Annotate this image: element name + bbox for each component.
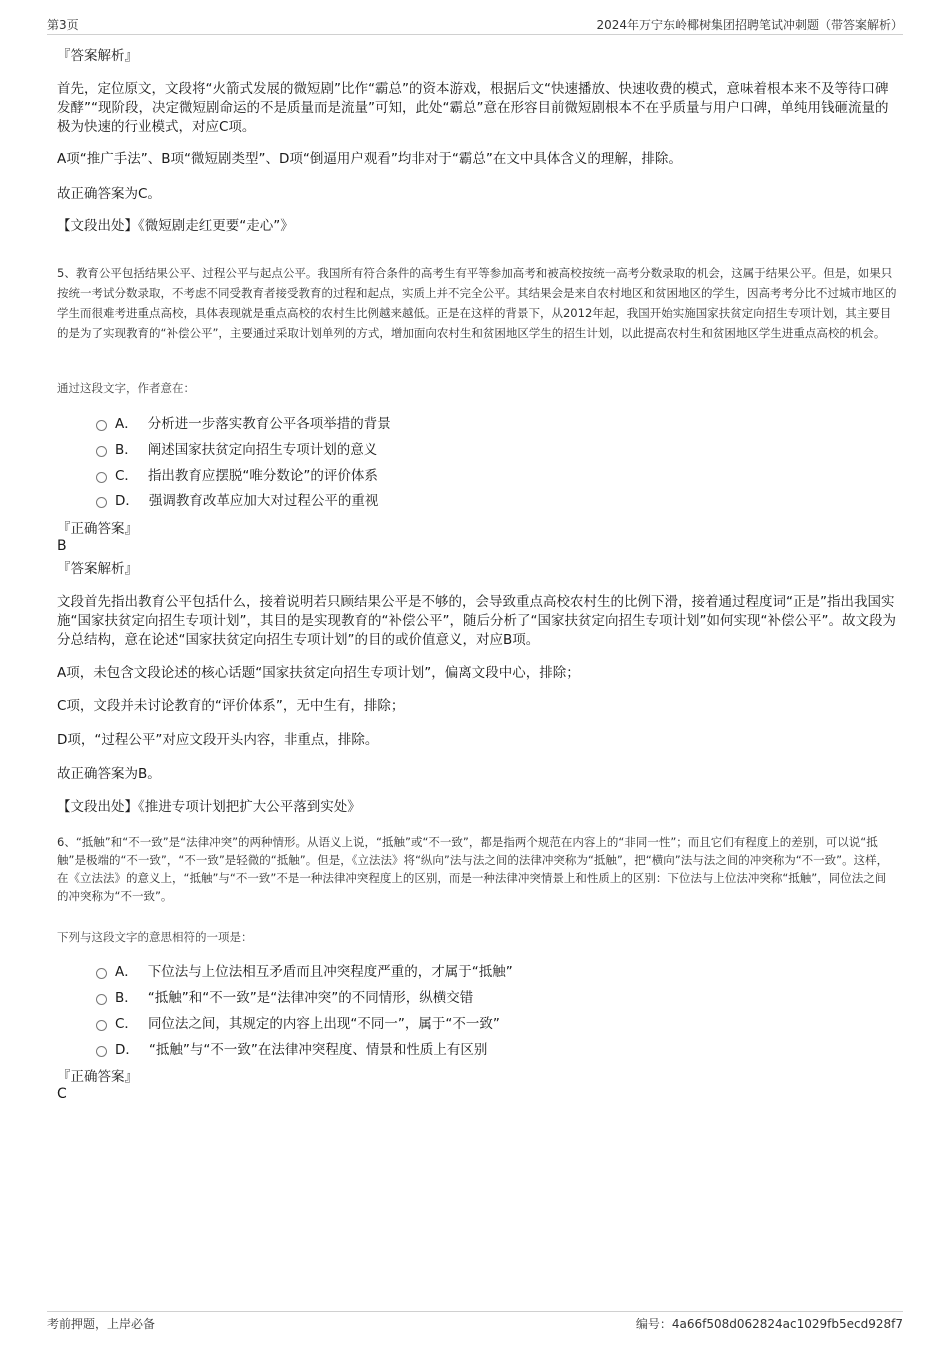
q4-analysis-paragraph: 首先，定位原文，文段将“火箭式发展的微短剧”比作“霸总”的资本游戏，根据后文“快速播放、快速收费的模式，意味着根本来不及等待口碑发酵”“现阶段，决定微短剧命运的不是质量而是流量”可知，此处“霸总”意在形容目前微短剧根本不在乎质量与用户口碑，单纯用钱砸流量的极为快速的行业模式，对应C项。: [57, 81, 889, 135]
q5-analysis-paragraph: A项，未包含文段论述的核心话题“国家扶贫定向招生专项计划”，偏离文段中心，排除；: [57, 665, 580, 681]
document-code: [636, 1315, 903, 1332]
q5-conclusion: 故正确答案为B。: [57, 766, 161, 782]
option-text: 分析进一步落实教育公平各项举措的背景: [147, 416, 391, 432]
option-text: 同位法之间，其规定的内容上出现“不同一”，属于“不一致”: [147, 1016, 500, 1032]
radio-button[interactable]: [96, 1020, 107, 1031]
option-text: 下位法与上位法相互矛盾而且冲突程度严重的，才属于“抵触”: [147, 964, 513, 980]
q5-source: 【文段出处】《推进专项计划把扩大公平落到实处》: [57, 799, 361, 815]
q6-option-d[interactable]: D． “抵触”与“不一致”在法律冲突程度、情景和性质上有区别: [96, 1041, 487, 1059]
option-text: 强调教育改革应加大对过程公平的重视: [148, 493, 379, 509]
q5-option-a[interactable]: A． 分析进一步落实教育公平各项举措的背景: [96, 415, 391, 433]
q6-option-c[interactable]: C． 同位法之间，其规定的内容上出现“不同一”，属于“不一致”: [96, 1015, 500, 1033]
q5-analysis-paragraph: D项，“过程公平”对应文段开头内容，非重点，排除。: [57, 732, 379, 748]
q5-option-d[interactable]: D． 强调教育改革应加大对过程公平的重视: [96, 492, 378, 510]
q5-analysis-paragraph: C项，文段并未讨论教育的“评价体系”，无中生有，排除；: [57, 698, 405, 714]
q4-analysis-heading: 『答案解析』: [57, 48, 138, 64]
q5-option-c[interactable]: C． 指出教育应摆脱“唯分数论”的评价体系: [96, 467, 378, 485]
radio-button[interactable]: [96, 968, 107, 979]
option-text: “抵触”和“不一致”是“法律冲突”的不同情形，纵横交错: [147, 990, 474, 1006]
document-title: 2024年万宁东岭椰树集团招聘笔试冲刺题（带答案解析）: [596, 18, 903, 32]
radio-button[interactable]: [96, 420, 107, 431]
q5-answer-heading: 『正确答案』: [57, 521, 138, 537]
radio-button[interactable]: [96, 994, 107, 1005]
q5-option-b[interactable]: B． 阐述国家扶贫定向招生专项计划的意义: [96, 441, 377, 459]
q5-answer: B: [57, 538, 67, 554]
q6-answer-heading: 『正确答案』: [57, 1069, 138, 1085]
option-text: “抵触”与“不一致”在法律冲突程度、情景和性质上有区别: [148, 1042, 488, 1058]
page-number: 第3页: [47, 18, 79, 32]
option-text: 指出教育应摆脱“唯分数论”的评价体系: [147, 468, 378, 484]
radio-button[interactable]: [96, 446, 107, 457]
q4-analysis-paragraph: A项“推广手法”、B项“微短剧类型”、D项“倒逼用户观看”均非对于“霸总”在文中具体含义的理解，排除。: [57, 151, 682, 167]
q6-option-a[interactable]: A． 下位法与上位法相互矛盾而且冲突程度严重的，才属于“抵触”: [96, 963, 513, 981]
q6-stem: 6、“抵触”和“不一致”是“法律冲突”的两种情形。从语义上说，“抵触”或“不一致”，都是指两个规范在内容上的“非同一性”；而且它们有程度上的差别，可以说“抵触”是极端的“不一致”，“不一致”是轻微的“抵触”。但是，《立法法》将“纵向”法与法之间的法律冲突称为“抵触”，把“横向”法与法之间的冲突称为“不一致”。这样，在《立法法》的意义上，“抵触”与“不一致”不是一种法律冲突程度上的区别，而是一种法律冲突情景上和性质上的区别：下位法与上位法冲突称“抵触”，同位法之间的冲突称为“不一致”。: [57, 835, 889, 903]
q5-analysis-heading: 『答案解析』: [57, 561, 138, 577]
q4-conclusion: 故正确答案为C。: [57, 186, 161, 202]
q6-option-b[interactable]: B． “抵触”和“不一致”是“法律冲突”的不同情形，纵横交错: [96, 989, 473, 1007]
q5-analysis-paragraph: 文段首先指出教育公平包括什么，接着说明若只顾结果公平是不够的，会导致重点高校农村生的比例下滑，接着通过程度词“正是”指出我国实施“国家扶贫定向招生专项计划”，其目的是实现教育的“补偿公平”，随后分析了“国家扶贫定向招生专项计划”如何实现“补偿公平”。故文段为分总结构，意在论述“国家扶贫定向招生专项计划”的目的或价值意义，对应B项。: [57, 594, 896, 648]
code-label: 编号：: [635, 1317, 672, 1331]
code-value: 4a66f508d062824ac1029fb5ecd928f7: [671, 1317, 903, 1331]
page-footer: [47, 1311, 903, 1334]
footer-slogan: 考前押题，上岸必备: [47, 1317, 156, 1331]
radio-button[interactable]: [96, 1046, 107, 1057]
q4-source: 【文段出处】《微短剧走红更要“走心”》: [57, 218, 294, 234]
option-text: 阐述国家扶贫定向招生专项计划的意义: [147, 442, 378, 458]
q6-prompt: 下列与这段文字的意思相符的一项是：: [57, 930, 253, 944]
radio-button[interactable]: [96, 472, 107, 483]
q5-stem: 5、教育公平包括结果公平、过程公平与起点公平。我国所有符合条件的高考生有平等参加高考和被高校按统一高考分数录取的机会，这属于结果公平。但是，如果只按统一考试分数录取，不考虑不同受教育者接受教育的过程和起点，实质上并不完全公平。其结果会是来自农村地区和贫困地区的学生，因高考考分比不过城市地区的学生而很难考进重点高校，具体表现就是重点高校的农村生比例越来越低。正是在这样的背景下，从2012年起，我国开始实施国家扶贫定向招生专项计划，其主要目的是为了实现教育的“补偿公平”，主要通过采取计划单列的方式，增加面向农村生和贫困地区学生的招生计划，以此提高农村生和贫困地区学生进重点高校的机会。: [57, 266, 897, 340]
radio-button[interactable]: [96, 497, 107, 508]
q6-answer: C: [57, 1086, 67, 1102]
page-header: [47, 14, 903, 35]
q5-prompt: 通过这段文字，作者意在：: [57, 381, 195, 395]
